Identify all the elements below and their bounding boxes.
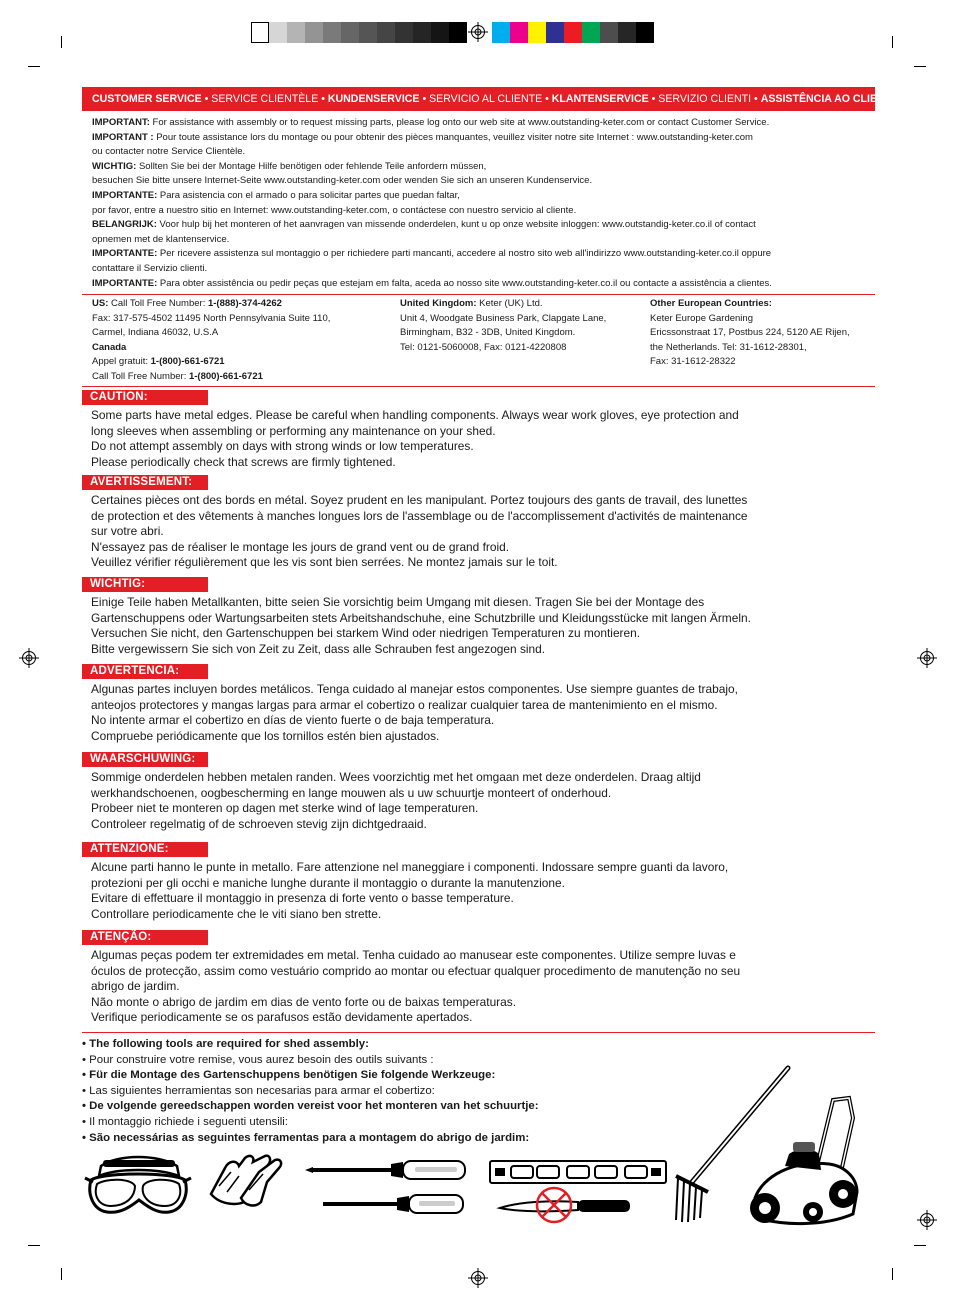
- tools-text: Pour construire votre remise, vous aurez besoin des outils suivants :: [89, 1053, 434, 1066]
- service-note-nl: [92, 218, 872, 233]
- service-note-de-2: besuchen Sie bitte unsere Internet-Seite www.outstanding-keter.com oder wenden Sie sich an unseren Kundenservice.: [92, 175, 593, 187]
- warning-line: No intente armar el cobertizo en días de viento fuerte o de baja temperatura.: [91, 713, 495, 728]
- canada-appel-number: 1-(800)-661-6721: [150, 356, 225, 368]
- warning-title: AVERTISSEMENT:: [82, 475, 208, 490]
- canada-call-line: [92, 370, 392, 385]
- warning-title: ATTENZIONE:: [82, 842, 208, 857]
- warning-body: [91, 493, 882, 571]
- color-swatch: [510, 22, 528, 43]
- customer-service-banner: [82, 87, 899, 111]
- service-note-it: [92, 247, 872, 262]
- color-swatch: [269, 22, 287, 43]
- color-swatch: [413, 22, 431, 43]
- registration-mark-icon: [917, 1210, 937, 1230]
- uk-label: United Kingdom:: [400, 298, 477, 309]
- warning-body: [91, 682, 882, 744]
- note-label: IMPORTANT:: [92, 117, 150, 128]
- warning-body: [91, 408, 882, 470]
- color-swatch: [582, 22, 600, 43]
- canada-label-text: Canada: [92, 341, 127, 353]
- color-swatch: [287, 22, 305, 43]
- banner-part: • SERVIZIO CLIENTI •: [648, 93, 761, 105]
- crop-mark: [892, 36, 893, 48]
- uk-address-1: Unit 4, Woodgate Business Park, Clapgate Lane,: [400, 312, 607, 324]
- us-fax-line: Fax: 317-575-4502 11495 North Pennsylvania Suite 110,: [92, 312, 331, 324]
- us-phone-prefix: Call Toll Free Number:: [108, 298, 208, 309]
- color-swatch: [341, 22, 359, 43]
- note-text: Sollten Sie bei der Montage Hilfe benötigen oder fehlende Teile anfordern müssen,: [136, 160, 487, 172]
- lawn-mower-icon: [745, 1094, 863, 1232]
- tools-line-pt: • São necessárias as seguintes ferramentas para a montagem do abrigo de jardim:: [82, 1131, 530, 1144]
- warning-body: [91, 948, 882, 1026]
- warning-line: Controllare periodicamente che le viti siano ben strette.: [91, 906, 382, 921]
- note-text: Per ricevere assistenza sul montaggio o per richiedere parti mancanti, accedere al nostro sito web all'indirizzo www.outstanding-keter.co.il oppure: [157, 248, 772, 260]
- color-swatch: [305, 22, 323, 43]
- note-text: For assistance with assembly or to request missing parts, please log onto our web site at www.outstanding-keter.com or contact Customer Service.: [149, 117, 770, 128]
- warning-line: Algunas partes incluyen bordes metálicos. Tenga cuidado al manejar estos componentes. Use siempre guantes de trabajo,: [91, 682, 738, 696]
- tools-text: Für die Montage des Gartenschuppens benötigen Sie folgende Werkzeuge:: [89, 1069, 496, 1082]
- crop-mark: [61, 1268, 62, 1280]
- contact-us: [92, 297, 392, 385]
- warning-es: [82, 664, 882, 744]
- service-note-it-2: contattare il Servizio clienti.: [92, 262, 208, 274]
- banner-part: KLANTENSERVICE: [551, 93, 649, 105]
- warning-line: Some parts have metal edges. Please be careful when handling components. Always wear work gloves, eye protection and: [91, 408, 739, 422]
- service-note-es: [92, 189, 872, 204]
- warning-line: abrigo de jardim.: [91, 979, 180, 994]
- contact-europe: [650, 297, 885, 370]
- warning-line: Controleer regelmatig of de schroeven stevig zijn dichtgedraaid.: [91, 816, 427, 831]
- eu-label-line: [650, 297, 885, 312]
- warning-line: Versuchen Sie nicht, den Gartenschuppen bei starkem Wind oder niedrigen Temperaturen zu montieren.: [91, 626, 641, 641]
- color-swatch: [359, 22, 377, 43]
- color-swatch: [618, 22, 636, 43]
- warning-line: Please periodically check that screws are firmly tightened.: [91, 454, 396, 469]
- tools-line-fr: • Pour construire votre remise, vous aurez besoin des outils suivants :: [82, 1053, 434, 1066]
- warning-line: anteojos protectores y mangas largas para armar el cobertizo o realizar cualquier tarea de mantenimiento en el mismo.: [91, 697, 718, 712]
- warning-line: Bitte vergewissern Sie sich von Zeit zu Zeit, dass alle Schrauben fest angezogen sind.: [91, 641, 546, 656]
- warning-line: Certaines pièces ont des bords en métal. Soyez prudent en les manipulant. Portez toujours des gants de travail, des lunettes: [91, 493, 748, 507]
- spirit-level-icon: [489, 1160, 667, 1184]
- note-text: Voor hulp bij het monteren of het aanvragen van missende onderdelen, kunt u op onze website inloggen: www.outstandig-keter.co.il of contact: [156, 219, 756, 231]
- service-note-es-2: por favor, entre a nuestro sitio en Internet: www.outstanding-keter.com, o contáctese con nuestro servicio al cliente.: [92, 204, 577, 216]
- warning-line: de protection et des vêtements à manches longues lors de l'assemblage ou de l'accomplissement d'activités de maintenance: [91, 508, 748, 523]
- service-note-nl-2: opnemen met de klantenservice.: [92, 233, 230, 245]
- color-swatch: [323, 22, 341, 43]
- warning-line: Evitare di effettuare il montaggio in presenza di forte vento o basse temperature.: [91, 891, 514, 906]
- warning-title: CAUTION:: [82, 390, 208, 405]
- uk-company: Keter (UK) Ltd.: [476, 298, 543, 309]
- color-swatch: [492, 22, 510, 43]
- color-swatch: [251, 22, 269, 43]
- warning-line: Compruebe periódicamente que los tornillos estén bien ajustados.: [91, 728, 440, 743]
- crop-mark: [28, 1245, 40, 1246]
- banner-part: ASSISTÊNCIA AO CLIENTE: [760, 93, 899, 105]
- us-city-line: Carmel, Indiana 46032, U.S.A: [92, 327, 219, 339]
- color-swatch: [395, 22, 413, 43]
- service-note-fr-2: ou contacter notre Service Clientèle.: [92, 146, 246, 158]
- banner-part: CUSTOMER SERVICE: [92, 93, 202, 105]
- banner-part: KUNDENSERVICE: [327, 93, 420, 105]
- uk-company-line: [400, 297, 645, 312]
- tools-line-en: • The following tools are required for shed assembly:: [82, 1038, 369, 1050]
- color-swatch: [431, 22, 449, 43]
- contact-uk: [400, 297, 645, 355]
- tools-text: The following tools are required for shed assembly:: [89, 1038, 369, 1050]
- canada-call-prefix: Call Toll Free Number:: [92, 370, 189, 382]
- service-notes: [92, 116, 872, 291]
- warning-title: ATENÇÃO:: [82, 930, 208, 945]
- warning-line: sur votre abri.: [91, 524, 164, 539]
- note-label: IMPORTANTE:: [92, 277, 158, 289]
- canada-call-number: 1-(800)-661-6721: [188, 370, 263, 382]
- note-text: Pour toute assistance lors du montage ou pour obtenir des pièces manquantes, veuillez visiter notre site Internet : www.outstanding-keter.com: [153, 131, 753, 143]
- warning-fr: [82, 475, 882, 571]
- warning-line: Veuillez vérifier régulièrement que les vis sont bien serrées. Ne montez jamais sur le toit.: [91, 555, 558, 570]
- crossed-out-knife-icon: [498, 1186, 633, 1226]
- warning-line: Do not attempt assembly on days with strong winds or low temperatures.: [91, 439, 474, 454]
- color-swatch: [564, 22, 582, 43]
- color-swatch: [528, 22, 546, 43]
- crop-mark: [28, 66, 40, 67]
- color-swatch: [600, 22, 618, 43]
- eu-company: Keter Europe Gardening: [650, 312, 753, 324]
- registration-mark-icon: [19, 648, 39, 668]
- color-swatch: [449, 22, 467, 43]
- warning-line: Não monte o abrigo de jardim em dias de vento forte ou de baixas temperaturas.: [91, 994, 516, 1009]
- service-note-fr: [92, 131, 872, 146]
- note-label: IMPORTANT :: [92, 131, 154, 143]
- safety-goggles-icon: [83, 1152, 193, 1222]
- warning-line: N'essayez pas de réaliser le montage les jours de grand vent ou de grand froid.: [91, 539, 510, 554]
- uk-address-2: Birmingham, B32 - 3DB, United Kingdom.: [400, 327, 576, 339]
- eu-fax: Fax: 31-1612-28322: [650, 356, 736, 368]
- color-swatch: [377, 22, 395, 43]
- canada-label: [92, 341, 392, 356]
- banner-part: • SERVICIO AL CLIENTE •: [419, 93, 552, 105]
- note-label: WICHTIG:: [92, 160, 137, 172]
- crop-mark: [914, 1245, 926, 1246]
- grayscale-calibration-strip: [251, 22, 467, 43]
- note-label: IMPORTANTE:: [92, 189, 158, 201]
- eu-address-1: Ericssonstraat 17, Postbus 224, 5120 AE Rijen,: [650, 327, 850, 339]
- warning-line: Gartenschuppens oder Wartungsarbeiten stets Arbeitshandschuhe, eine Schutzbrille und Kleidungsstücke mit langen Ärmeln.: [91, 610, 751, 625]
- warning-en: [82, 390, 882, 470]
- note-label: IMPORTANTE:: [92, 248, 158, 260]
- tools-text: De volgende gereedschappen worden vereist voor het monteren van het schuurtje:: [89, 1100, 539, 1113]
- color-swatch: [546, 22, 564, 43]
- color-swatch: [636, 22, 654, 43]
- note-label: BELANGRIJK:: [92, 219, 157, 231]
- registration-mark-icon: [917, 648, 937, 668]
- warning-body: [91, 770, 882, 832]
- canada-appel-prefix: Appel gratuit:: [92, 356, 151, 368]
- tools-line-it: • Il montaggio richiede i seguenti utensili:: [82, 1115, 288, 1128]
- warning-body: [91, 595, 882, 657]
- us-phone-line: [92, 297, 392, 312]
- tools-text: Las siguientes herramientas son necesarias para armar el cobertizo:: [89, 1084, 435, 1097]
- tools-line-de: • Für die Montage des Gartenschuppens benötigen Sie folgende Werkzeuge:: [82, 1069, 496, 1082]
- banner-part: • SERVICE CLIENTÈLE •: [201, 93, 328, 105]
- note-text: Para obter assistência ou pedir peças que estejam em falta, aceda ao nosso site www.outstanding-keter.co.il ou contacte a assistência a clientes.: [157, 277, 772, 289]
- eu-address-2: the Netherlands. Tel: 31-1612-28301,: [650, 341, 807, 353]
- warning-line: Einige Teile haben Metallkanten, bitte seien Sie vorsichtig beim Umgang mit diesen. Tragen Sie bei der Montage des: [91, 595, 705, 609]
- registration-mark-icon: [468, 1268, 488, 1288]
- note-text: Para asistencia con el armado o para solicitar partes que puedan faltar,: [157, 189, 460, 201]
- us-label: US:: [92, 298, 109, 309]
- warning-line: Verifique periodicamente se os parafusos estão devidamente apertados.: [91, 1010, 473, 1025]
- crop-mark: [61, 36, 62, 48]
- warning-line: Alcune parti hanno le punte in metallo. Fare attenzione nel maneggiare i componenti. Indossare sempre guanti da lavoro,: [91, 860, 729, 874]
- flat-screwdriver-icon: [321, 1190, 466, 1220]
- warning-body: [91, 860, 882, 922]
- canada-appel-line: [92, 355, 392, 370]
- section-divider: [82, 294, 875, 295]
- warning-title: WICHTIG:: [82, 577, 208, 592]
- service-note-de: [92, 160, 872, 175]
- section-divider: [82, 386, 875, 387]
- color-calibration-strip: [492, 22, 654, 43]
- tools-text: São necessárias as seguintes ferramentas para a montagem do abrigo de jardim:: [89, 1131, 530, 1144]
- warning-line: protezioni per gli occhi e maniche lunghe durante il montaggio o durante la manutenzione.: [91, 875, 565, 890]
- warning-line: Sommige onderdelen hebben metalen randen. Wees voorzichtig met het omgaan met deze onderdelen. Draag altijd: [91, 770, 701, 784]
- warning-line: Algumas peças podem ter extremidades em metal. Tenha cuidado ao manusear este componentes. Utilize sempre luvas e: [91, 948, 736, 962]
- warning-pt: [82, 930, 882, 1026]
- section-divider: [82, 1032, 875, 1033]
- tools-text: Il montaggio richiede i seguenti utensili:: [89, 1115, 288, 1128]
- tools-line-nl: • De volgende gereedschappen worden vereist voor het monteren van het schuurtje:: [82, 1100, 539, 1113]
- warning-nl: [82, 752, 882, 832]
- warning-line: werkhandschoenen, oogbescherming en lange mouwen als u uw schuurtje monteert of onderhoud.: [91, 785, 612, 800]
- registration-mark-icon: [468, 22, 488, 42]
- warning-title: ADVERTENCIA:: [82, 664, 208, 679]
- uk-phones: Tel: 0121-5060008, Fax: 0121-4220808: [400, 341, 567, 353]
- crop-mark: [914, 66, 926, 67]
- warning-line: Probeer niet te monteren op dagen met sterke wind of lage temperaturen.: [91, 801, 479, 816]
- tools-line-es: • Las siguientes herramientas son necesarias para armar el cobertizo:: [82, 1084, 435, 1097]
- eu-label: Other European Countries:: [650, 298, 772, 309]
- us-phone-number: 1-(888)-374-4262: [207, 298, 282, 309]
- warning-line: long sleeves when assembling or performing any maintenance on your shed.: [91, 423, 496, 438]
- service-note-pt: [92, 277, 872, 292]
- warning-de: [82, 577, 882, 657]
- work-gloves-icon: [205, 1150, 285, 1210]
- service-note-en: [92, 116, 872, 131]
- warning-it: [82, 842, 882, 922]
- warning-line: óculos de protecção, assim como vestuário comprido ao montar ou efectuar qualquer procedimento de manutenção no seu: [91, 963, 741, 978]
- crop-mark: [892, 1268, 893, 1280]
- warning-title: WAARSCHUWING:: [82, 752, 208, 767]
